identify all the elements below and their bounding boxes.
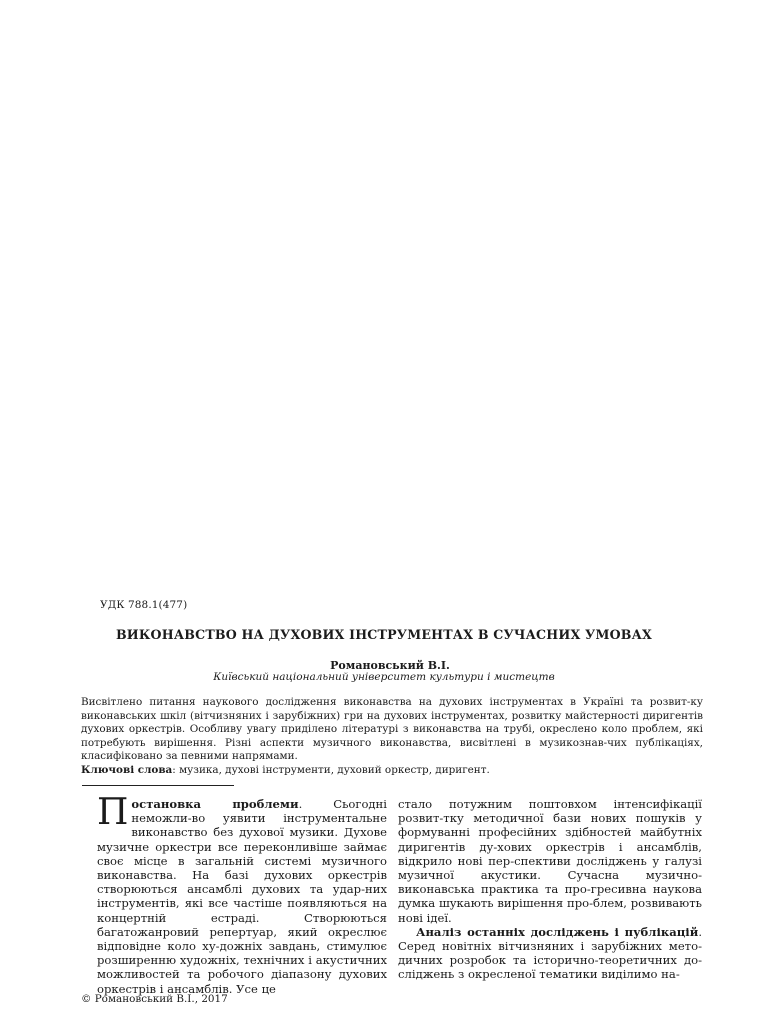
analysis-paragraph <box>398 925 702 982</box>
author-affiliation: Київський національний університет культури і мистецтв <box>213 671 555 683</box>
keywords-list: : музика, духові інструменти, духовий оркестр, диригент. <box>172 763 490 776</box>
author-name: Романовський В.І. <box>330 659 450 672</box>
body-column-left <box>97 792 387 996</box>
copyright-footer: © Романовський В.І., 2017 <box>81 993 228 1005</box>
abstract-text: Висвітлено питання наукового дослідження виконавства на духових інструментах в Україні та розвит-ку виконавських шкіл (вітчизняних і зарубіжних) гри на духових інструментах, розвитку майстерності диригентів духових оркестрів. Особливу увагу приділено літературі з виконавства на трубі, окреслено коло проблем, які потребують вирішення. Різні аспекти музичного виконавства, висвітлені в музикознав-чих публікаціях, класифіковано за певними напрямами. <box>81 696 703 763</box>
footnote-divider <box>82 785 234 786</box>
abstract <box>81 696 703 778</box>
intro-text: . Сьогодні неможли-во уявити інструментальне виконавство без духової музики. Духове музичне оркестри все переконливіше займає своє місце в загальній системі музичного виконавства. На базі духових оркестрів створюються ансамблі духових та удар-них інструментів, які все частіше появляються на концертній естраді. Створюються багатожанровий репертуар, який окреслює відповідне коло ху-дожніх завдань, стимулює розширенню художніх, технічних і акустичних можливостей та робочого діапазону духових оркестрів і ансамблів. Усе це <box>97 797 387 996</box>
intro-paragraph <box>97 792 387 996</box>
body-column-right <box>398 797 702 982</box>
keywords-line <box>81 764 703 778</box>
keywords-label: Ключові слова <box>81 763 173 776</box>
section-heading-analysis: Аналіз останніх досліджень і публікацій <box>416 924 699 939</box>
article-title: ВИКОНАВСТВО НА ДУХОВИХ ІНСТРУМЕНТАХ В СУЧАСНИХ УМОВАХ <box>115 627 653 642</box>
analysis-text: . Серед новітніх вітчизняних і зарубіжних мето-дичних розробок та історично-теоретичних до-сліджень з окресленої тематики виділимо на- <box>398 924 702 982</box>
intro-continued: стало потужним поштовхом інтенсифікації розвит-тку методичної бази нових пошуків у формуванні професійних здібностей майбутніх диригентів ду-хових оркестрів і ансамблів, відкрило нові пер-спективи досліджень у галузі музичної акустики. Сучасна музично-виконавська практика та про-гресивна наукова думка шукають вирішення про-блем, розвивають нові ідеї. <box>398 797 702 925</box>
drop-cap: П <box>97 792 129 833</box>
section-heading-problem: остановка проблеми <box>131 797 299 811</box>
udc-code: УДК 788.1(477) <box>100 599 188 611</box>
